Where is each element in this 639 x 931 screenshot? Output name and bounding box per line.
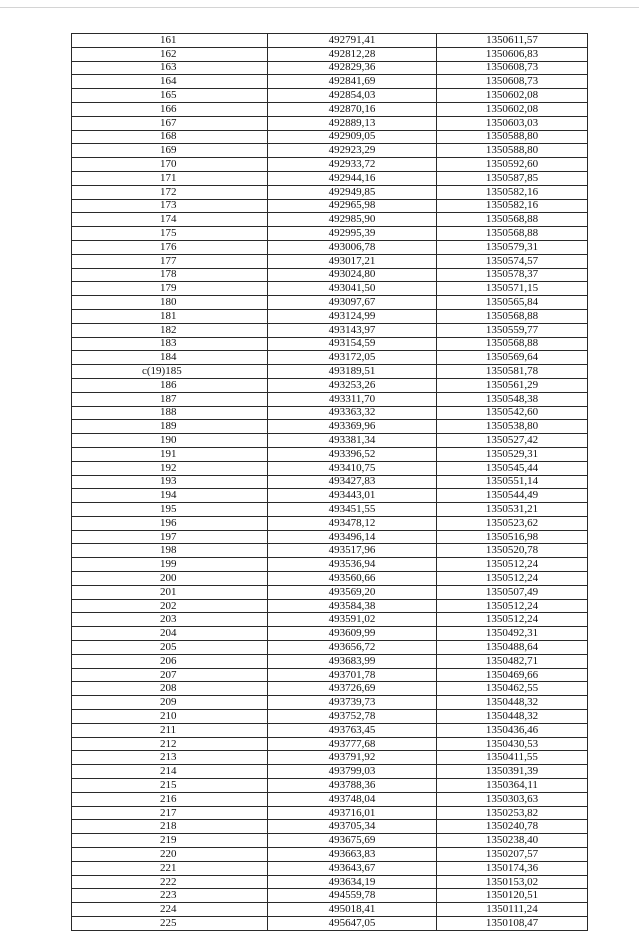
table-row — [72, 75, 588, 89]
x-coordinate-cell: 492985,90 — [268, 213, 437, 227]
x-coordinate-cell: 492791,41 — [268, 34, 437, 48]
table-row — [72, 585, 588, 599]
table-row — [72, 227, 588, 241]
x-coordinate-cell: 493443,01 — [268, 489, 437, 503]
x-coordinate-cell: 493124,99 — [268, 309, 437, 323]
point-number-cell: 217 — [72, 806, 268, 820]
point-number-cell: 170 — [72, 158, 268, 172]
x-coordinate-cell: 493634,19 — [268, 875, 437, 889]
point-number-cell: 209 — [72, 696, 268, 710]
x-coordinate-cell: 493427,83 — [268, 475, 437, 489]
x-coordinate-cell: 492995,39 — [268, 227, 437, 241]
table-row — [72, 654, 588, 668]
y-coordinate-cell: 1350111,24 — [437, 903, 588, 917]
table-row — [72, 282, 588, 296]
y-coordinate-cell: 1350253,82 — [437, 806, 588, 820]
y-coordinate-cell: 1350507,49 — [437, 585, 588, 599]
point-number-cell: 191 — [72, 447, 268, 461]
point-number-cell: 222 — [72, 875, 268, 889]
x-coordinate-cell: 493363,32 — [268, 406, 437, 420]
y-coordinate-cell: 1350603,03 — [437, 116, 588, 130]
table-row — [72, 889, 588, 903]
x-coordinate-cell: 493799,03 — [268, 765, 437, 779]
table-row — [72, 475, 588, 489]
point-number-cell: 223 — [72, 889, 268, 903]
x-coordinate-cell: 493683,99 — [268, 654, 437, 668]
table-row — [72, 89, 588, 103]
table-row — [72, 627, 588, 641]
table-row — [72, 240, 588, 254]
y-coordinate-cell: 1350581,78 — [437, 365, 588, 379]
x-coordinate-cell: 493154,59 — [268, 337, 437, 351]
y-coordinate-cell: 1350207,57 — [437, 848, 588, 862]
point-number-cell: 181 — [72, 309, 268, 323]
x-coordinate-cell: 493041,50 — [268, 282, 437, 296]
point-number-cell: 175 — [72, 227, 268, 241]
table-row — [72, 792, 588, 806]
table-row — [72, 613, 588, 627]
y-coordinate-cell: 1350565,84 — [437, 296, 588, 310]
point-number-cell: 218 — [72, 820, 268, 834]
point-number-cell: c(19)185 — [72, 365, 268, 379]
point-number-cell: 198 — [72, 544, 268, 558]
y-coordinate-cell: 1350174,36 — [437, 861, 588, 875]
x-coordinate-cell: 493410,75 — [268, 461, 437, 475]
point-number-cell: 206 — [72, 654, 268, 668]
y-coordinate-cell: 1350516,98 — [437, 530, 588, 544]
x-coordinate-cell: 493777,68 — [268, 737, 437, 751]
point-number-cell: 179 — [72, 282, 268, 296]
y-coordinate-cell: 1350568,88 — [437, 213, 588, 227]
x-coordinate-cell: 493017,21 — [268, 254, 437, 268]
x-coordinate-cell: 493496,14 — [268, 530, 437, 544]
x-coordinate-cell: 493763,45 — [268, 723, 437, 737]
x-coordinate-cell: 495647,05 — [268, 917, 437, 931]
y-coordinate-cell: 1350238,40 — [437, 834, 588, 848]
table-row — [72, 917, 588, 931]
x-coordinate-cell: 493006,78 — [268, 240, 437, 254]
table-row — [72, 378, 588, 392]
y-coordinate-cell: 1350492,31 — [437, 627, 588, 641]
table-row — [72, 806, 588, 820]
point-number-cell: 225 — [72, 917, 268, 931]
point-number-cell: 220 — [72, 848, 268, 862]
y-coordinate-cell: 1350529,31 — [437, 447, 588, 461]
y-coordinate-cell: 1350588,80 — [437, 144, 588, 158]
point-number-cell: 211 — [72, 723, 268, 737]
y-coordinate-cell: 1350512,24 — [437, 572, 588, 586]
y-coordinate-cell: 1350545,44 — [437, 461, 588, 475]
y-coordinate-cell: 1350411,55 — [437, 751, 588, 765]
y-coordinate-cell: 1350568,88 — [437, 337, 588, 351]
point-number-cell: 207 — [72, 668, 268, 682]
x-coordinate-cell: 492889,13 — [268, 116, 437, 130]
table-row — [72, 268, 588, 282]
point-number-cell: 216 — [72, 792, 268, 806]
x-coordinate-cell: 493478,12 — [268, 516, 437, 530]
point-number-cell: 193 — [72, 475, 268, 489]
point-number-cell: 177 — [72, 254, 268, 268]
table-row — [72, 365, 588, 379]
x-coordinate-cell: 493705,34 — [268, 820, 437, 834]
table-row — [72, 530, 588, 544]
x-coordinate-cell: 493381,34 — [268, 434, 437, 448]
x-coordinate-cell: 492870,16 — [268, 102, 437, 116]
point-number-cell: 197 — [72, 530, 268, 544]
point-number-cell: 184 — [72, 351, 268, 365]
y-coordinate-cell: 1350602,08 — [437, 89, 588, 103]
point-number-cell: 168 — [72, 130, 268, 144]
x-coordinate-cell: 492829,36 — [268, 61, 437, 75]
y-coordinate-cell: 1350538,80 — [437, 420, 588, 434]
point-number-cell: 200 — [72, 572, 268, 586]
y-coordinate-cell: 1350430,53 — [437, 737, 588, 751]
coordinates-table — [71, 33, 588, 931]
point-number-cell: 194 — [72, 489, 268, 503]
y-coordinate-cell: 1350592,60 — [437, 158, 588, 172]
table-row — [72, 309, 588, 323]
y-coordinate-cell: 1350520,78 — [437, 544, 588, 558]
point-number-cell: 205 — [72, 641, 268, 655]
table-row — [72, 185, 588, 199]
table-row — [72, 820, 588, 834]
x-coordinate-cell: 493569,20 — [268, 585, 437, 599]
point-number-cell: 196 — [72, 516, 268, 530]
table-row — [72, 130, 588, 144]
point-number-cell: 202 — [72, 599, 268, 613]
table-row — [72, 34, 588, 48]
y-coordinate-cell: 1350542,60 — [437, 406, 588, 420]
table-row — [72, 489, 588, 503]
point-number-cell: 163 — [72, 61, 268, 75]
x-coordinate-cell: 492812,28 — [268, 47, 437, 61]
point-number-cell: 210 — [72, 710, 268, 724]
point-number-cell: 165 — [72, 89, 268, 103]
table-row — [72, 447, 588, 461]
y-coordinate-cell: 1350512,24 — [437, 613, 588, 627]
table-row — [72, 696, 588, 710]
table-row — [72, 420, 588, 434]
table-row — [72, 572, 588, 586]
table-row — [72, 144, 588, 158]
y-coordinate-cell: 1350569,64 — [437, 351, 588, 365]
table-row — [72, 834, 588, 848]
table-row — [72, 668, 588, 682]
table-row — [72, 516, 588, 530]
x-coordinate-cell: 492841,69 — [268, 75, 437, 89]
point-number-cell: 186 — [72, 378, 268, 392]
point-number-cell: 171 — [72, 171, 268, 185]
point-number-cell: 224 — [72, 903, 268, 917]
y-coordinate-cell: 1350436,46 — [437, 723, 588, 737]
y-coordinate-cell: 1350482,71 — [437, 654, 588, 668]
point-number-cell: 213 — [72, 751, 268, 765]
coordinates-table-body — [72, 34, 588, 931]
x-coordinate-cell: 492965,98 — [268, 199, 437, 213]
table-row — [72, 116, 588, 130]
y-coordinate-cell: 1350303,63 — [437, 792, 588, 806]
point-number-cell: 199 — [72, 558, 268, 572]
y-coordinate-cell: 1350559,77 — [437, 323, 588, 337]
point-number-cell: 182 — [72, 323, 268, 337]
x-coordinate-cell: 493609,99 — [268, 627, 437, 641]
x-coordinate-cell: 492933,72 — [268, 158, 437, 172]
x-coordinate-cell: 493701,78 — [268, 668, 437, 682]
table-row — [72, 723, 588, 737]
y-coordinate-cell: 1350579,31 — [437, 240, 588, 254]
point-number-cell: 167 — [72, 116, 268, 130]
table-row — [72, 544, 588, 558]
point-number-cell: 166 — [72, 102, 268, 116]
y-coordinate-cell: 1350574,57 — [437, 254, 588, 268]
table-row — [72, 351, 588, 365]
y-coordinate-cell: 1350512,24 — [437, 599, 588, 613]
y-coordinate-cell: 1350582,16 — [437, 185, 588, 199]
x-coordinate-cell: 493726,69 — [268, 682, 437, 696]
table-row — [72, 599, 588, 613]
point-number-cell: 215 — [72, 779, 268, 793]
x-coordinate-cell: 493143,97 — [268, 323, 437, 337]
point-number-cell: 164 — [72, 75, 268, 89]
x-coordinate-cell: 493748,04 — [268, 792, 437, 806]
point-number-cell: 176 — [72, 240, 268, 254]
table-row — [72, 710, 588, 724]
point-number-cell: 190 — [72, 434, 268, 448]
point-number-cell: 208 — [72, 682, 268, 696]
page-top-edge — [0, 7, 639, 8]
y-coordinate-cell: 1350512,24 — [437, 558, 588, 572]
point-number-cell: 162 — [72, 47, 268, 61]
table-row — [72, 848, 588, 862]
table-row — [72, 406, 588, 420]
x-coordinate-cell: 493752,78 — [268, 710, 437, 724]
point-number-cell: 172 — [72, 185, 268, 199]
y-coordinate-cell: 1350568,88 — [437, 309, 588, 323]
point-number-cell: 189 — [72, 420, 268, 434]
point-number-cell: 201 — [72, 585, 268, 599]
y-coordinate-cell: 1350462,55 — [437, 682, 588, 696]
table-row — [72, 392, 588, 406]
table-row — [72, 558, 588, 572]
point-number-cell: 187 — [72, 392, 268, 406]
y-coordinate-cell: 1350611,57 — [437, 34, 588, 48]
y-coordinate-cell: 1350588,80 — [437, 130, 588, 144]
table-row — [72, 199, 588, 213]
y-coordinate-cell: 1350153,02 — [437, 875, 588, 889]
x-coordinate-cell: 493560,66 — [268, 572, 437, 586]
y-coordinate-cell: 1350448,32 — [437, 696, 588, 710]
point-number-cell: 188 — [72, 406, 268, 420]
y-coordinate-cell: 1350544,49 — [437, 489, 588, 503]
point-number-cell: 173 — [72, 199, 268, 213]
point-number-cell: 192 — [72, 461, 268, 475]
y-coordinate-cell: 1350108,47 — [437, 917, 588, 931]
y-coordinate-cell: 1350469,66 — [437, 668, 588, 682]
y-coordinate-cell: 1350527,42 — [437, 434, 588, 448]
x-coordinate-cell: 493788,36 — [268, 779, 437, 793]
x-coordinate-cell: 492854,03 — [268, 89, 437, 103]
y-coordinate-cell: 1350602,08 — [437, 102, 588, 116]
x-coordinate-cell: 492949,85 — [268, 185, 437, 199]
y-coordinate-cell: 1350364,11 — [437, 779, 588, 793]
x-coordinate-cell: 493791,92 — [268, 751, 437, 765]
table-row — [72, 213, 588, 227]
x-coordinate-cell: 493643,67 — [268, 861, 437, 875]
table-row — [72, 503, 588, 517]
x-coordinate-cell: 492923,29 — [268, 144, 437, 158]
point-number-cell: 212 — [72, 737, 268, 751]
table-row — [72, 61, 588, 75]
point-number-cell: 161 — [72, 34, 268, 48]
table-row — [72, 641, 588, 655]
y-coordinate-cell: 1350561,29 — [437, 378, 588, 392]
table-row — [72, 254, 588, 268]
table-row — [72, 861, 588, 875]
table-row — [72, 779, 588, 793]
table-row — [72, 323, 588, 337]
point-number-cell: 203 — [72, 613, 268, 627]
y-coordinate-cell: 1350448,32 — [437, 710, 588, 724]
table-row — [72, 158, 588, 172]
y-coordinate-cell: 1350391,39 — [437, 765, 588, 779]
x-coordinate-cell: 493189,51 — [268, 365, 437, 379]
x-coordinate-cell: 492909,05 — [268, 130, 437, 144]
x-coordinate-cell: 492944,16 — [268, 171, 437, 185]
table-row — [72, 171, 588, 185]
x-coordinate-cell: 494559,78 — [268, 889, 437, 903]
x-coordinate-cell: 493656,72 — [268, 641, 437, 655]
table-row — [72, 737, 588, 751]
y-coordinate-cell: 1350606,83 — [437, 47, 588, 61]
point-number-cell: 174 — [72, 213, 268, 227]
x-coordinate-cell: 493172,05 — [268, 351, 437, 365]
y-coordinate-cell: 1350240,78 — [437, 820, 588, 834]
y-coordinate-cell: 1350548,38 — [437, 392, 588, 406]
x-coordinate-cell: 493663,83 — [268, 848, 437, 862]
x-coordinate-cell: 493396,52 — [268, 447, 437, 461]
table-row — [72, 102, 588, 116]
table-row — [72, 47, 588, 61]
x-coordinate-cell: 493716,01 — [268, 806, 437, 820]
table-row — [72, 337, 588, 351]
y-coordinate-cell: 1350568,88 — [437, 227, 588, 241]
x-coordinate-cell: 493369,96 — [268, 420, 437, 434]
point-number-cell: 180 — [72, 296, 268, 310]
table-row — [72, 461, 588, 475]
point-number-cell: 204 — [72, 627, 268, 641]
x-coordinate-cell: 493097,67 — [268, 296, 437, 310]
y-coordinate-cell: 1350582,16 — [437, 199, 588, 213]
x-coordinate-cell: 493024,80 — [268, 268, 437, 282]
table-row — [72, 765, 588, 779]
y-coordinate-cell: 1350608,73 — [437, 75, 588, 89]
point-number-cell: 195 — [72, 503, 268, 517]
table-row — [72, 434, 588, 448]
y-coordinate-cell: 1350523,62 — [437, 516, 588, 530]
table-row — [72, 682, 588, 696]
x-coordinate-cell: 493536,94 — [268, 558, 437, 572]
table-row — [72, 875, 588, 889]
point-number-cell: 219 — [72, 834, 268, 848]
point-number-cell: 169 — [72, 144, 268, 158]
y-coordinate-cell: 1350551,14 — [437, 475, 588, 489]
y-coordinate-cell: 1350120,51 — [437, 889, 588, 903]
point-number-cell: 214 — [72, 765, 268, 779]
y-coordinate-cell: 1350571,15 — [437, 282, 588, 296]
y-coordinate-cell: 1350608,73 — [437, 61, 588, 75]
point-number-cell: 178 — [72, 268, 268, 282]
x-coordinate-cell: 493675,69 — [268, 834, 437, 848]
x-coordinate-cell: 493591,02 — [268, 613, 437, 627]
x-coordinate-cell: 493517,96 — [268, 544, 437, 558]
x-coordinate-cell: 493739,73 — [268, 696, 437, 710]
table-row — [72, 296, 588, 310]
y-coordinate-cell: 1350531,21 — [437, 503, 588, 517]
y-coordinate-cell: 1350488,64 — [437, 641, 588, 655]
point-number-cell: 183 — [72, 337, 268, 351]
x-coordinate-cell: 495018,41 — [268, 903, 437, 917]
x-coordinate-cell: 493584,38 — [268, 599, 437, 613]
x-coordinate-cell: 493253,26 — [268, 378, 437, 392]
y-coordinate-cell: 1350587,85 — [437, 171, 588, 185]
point-number-cell: 221 — [72, 861, 268, 875]
table-row — [72, 751, 588, 765]
y-coordinate-cell: 1350578,37 — [437, 268, 588, 282]
x-coordinate-cell: 493451,55 — [268, 503, 437, 517]
x-coordinate-cell: 493311,70 — [268, 392, 437, 406]
